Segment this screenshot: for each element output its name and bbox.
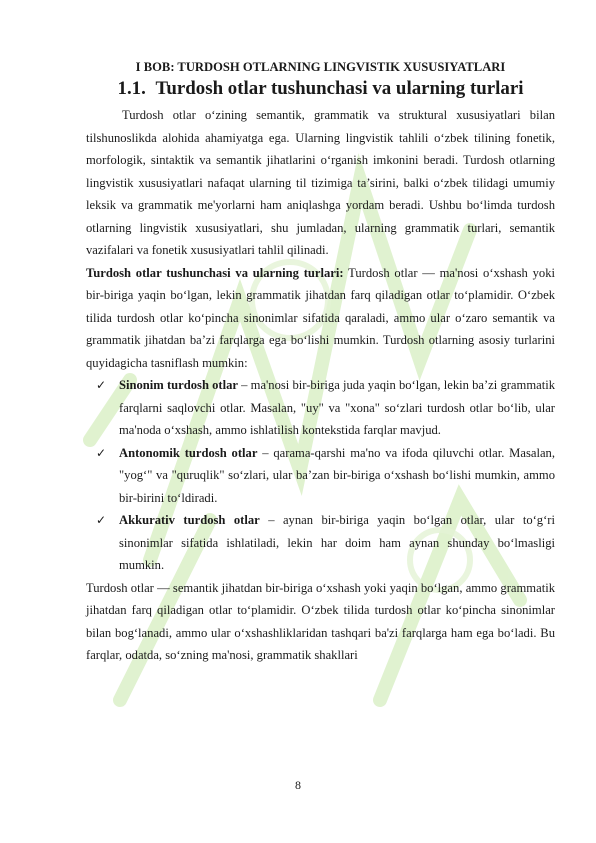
list-item-text: – qarama-qarshi ma'no va ifoda qiluvchi otlar. Masalan, "yog‘" va "quruqlik" so‘zlari, ular ba’zan bir-biriga o‘xshash bo‘lishi mumkin, ammo bir-birini to‘ldiradi. — [119, 445, 555, 505]
list-item-term: Antonomik turdosh otlar — [119, 445, 258, 460]
paragraph-definition — [86, 262, 555, 375]
paragraph-definition-text: Turdosh otlar — ma'nosi o‘xshash yoki bir-biriga yaqin bo‘lgan, lekin grammatik jihatdan farq qiladigan otlar to‘plamidir. O‘zbek tilida turdosh otlar ko‘pincha sinonimlar sifatida qaraladi, ammo ular o‘zaro semantik va grammatik jihatdan ba’zi farqlarga ega bo‘lishi mumkin. Turdosh otlarning asosiy turlarini quyidagicha tasniflash mumkin: — [86, 265, 555, 370]
document-page — [86, 56, 555, 667]
section-title-text: Turdosh otlar tushunchasi va ularning turlari — [155, 78, 524, 99]
checkmark-icon: ✓ — [96, 378, 107, 392]
list-item — [86, 509, 555, 577]
section-title — [86, 78, 555, 100]
checkmark-icon: ✓ — [96, 445, 107, 460]
types-list — [86, 374, 555, 577]
paragraph-intro: Turdosh otlar o‘zining semantik, grammatik va struktural xususiyatlari bilan tilshunoslikda alohida ahamiyatga ega. Ularning lingvistik tahlili o‘zbek tilining fonetik, morfologik, sintaktik va semantik jihatlarini o‘rganish imkonini beradi. Turdosh otlarning lingvistik xususiyatlari nafaqat ularning til tizimiga ta’sirini, balki o‘zbek tilidagi umumiy leksik va grammatik me'yorlarni ham aniqlashga yordam beradi. Ushbu bo‘limda turdosh otlarning lingvistik xususiyatlari, shu jumladan, ularning grammatik turlari, semantik vazifalari va fonetik xususiyatlari tahlil qilinadi. — [86, 108, 555, 257]
list-item-term: Akkurativ turdosh otlar — [119, 513, 260, 527]
list-item — [86, 374, 555, 442]
chapter-title: I BOB: TURDOSH OTLARNING LINGVISTIK XUSUSIYATLARI — [135, 60, 506, 74]
section-number: 1.1. — [117, 78, 146, 99]
paragraph-definition-lead: Turdosh otlar tushunchasi va ularning turlari: — [86, 265, 344, 280]
list-item-term: Sinonim turdosh otlar — [119, 378, 239, 392]
paragraph-continuation: Turdosh otlar — semantik jihatdan bir-biriga o‘xshash yoki yaqin bo‘lgan, ammo grammatik jihatdan farq qiladigan otlar to‘plamidir. O‘zbek tilida turdosh otlar ko‘pincha sinonimlar bilan bog‘lanadi, ammo ular o‘xshashliklaridan tashqari ba'zi farqlarga ham ega bo‘ladi. Bu farqlar, odatda, so‘zning ma'nosi, grammatik shakllari — [86, 580, 555, 662]
checkmark-icon: ✓ — [96, 513, 107, 527]
page-number: 8 — [295, 778, 301, 792]
list-item-text: – ma'nosi bir-biriga juda yaqin bo‘lgan, lekin ba’zi grammatik farqlarni saqlovchi otlar. Masalan, "uy" va "xona" so‘zlari turdosh otlar bo‘lib, ular ma'noda o‘xshash, ammo ishlatilish kontekstida farqlar mavjud. — [119, 378, 555, 437]
list-item-text: – aynan bir-biriga yaqin bo‘lgan otlar, ular to‘g‘ri sinonimlar sifatida ishlatiladi, lekin har doim ham aynan shunday bo‘lmasligi mumkin. — [119, 513, 555, 572]
list-item — [86, 442, 555, 510]
